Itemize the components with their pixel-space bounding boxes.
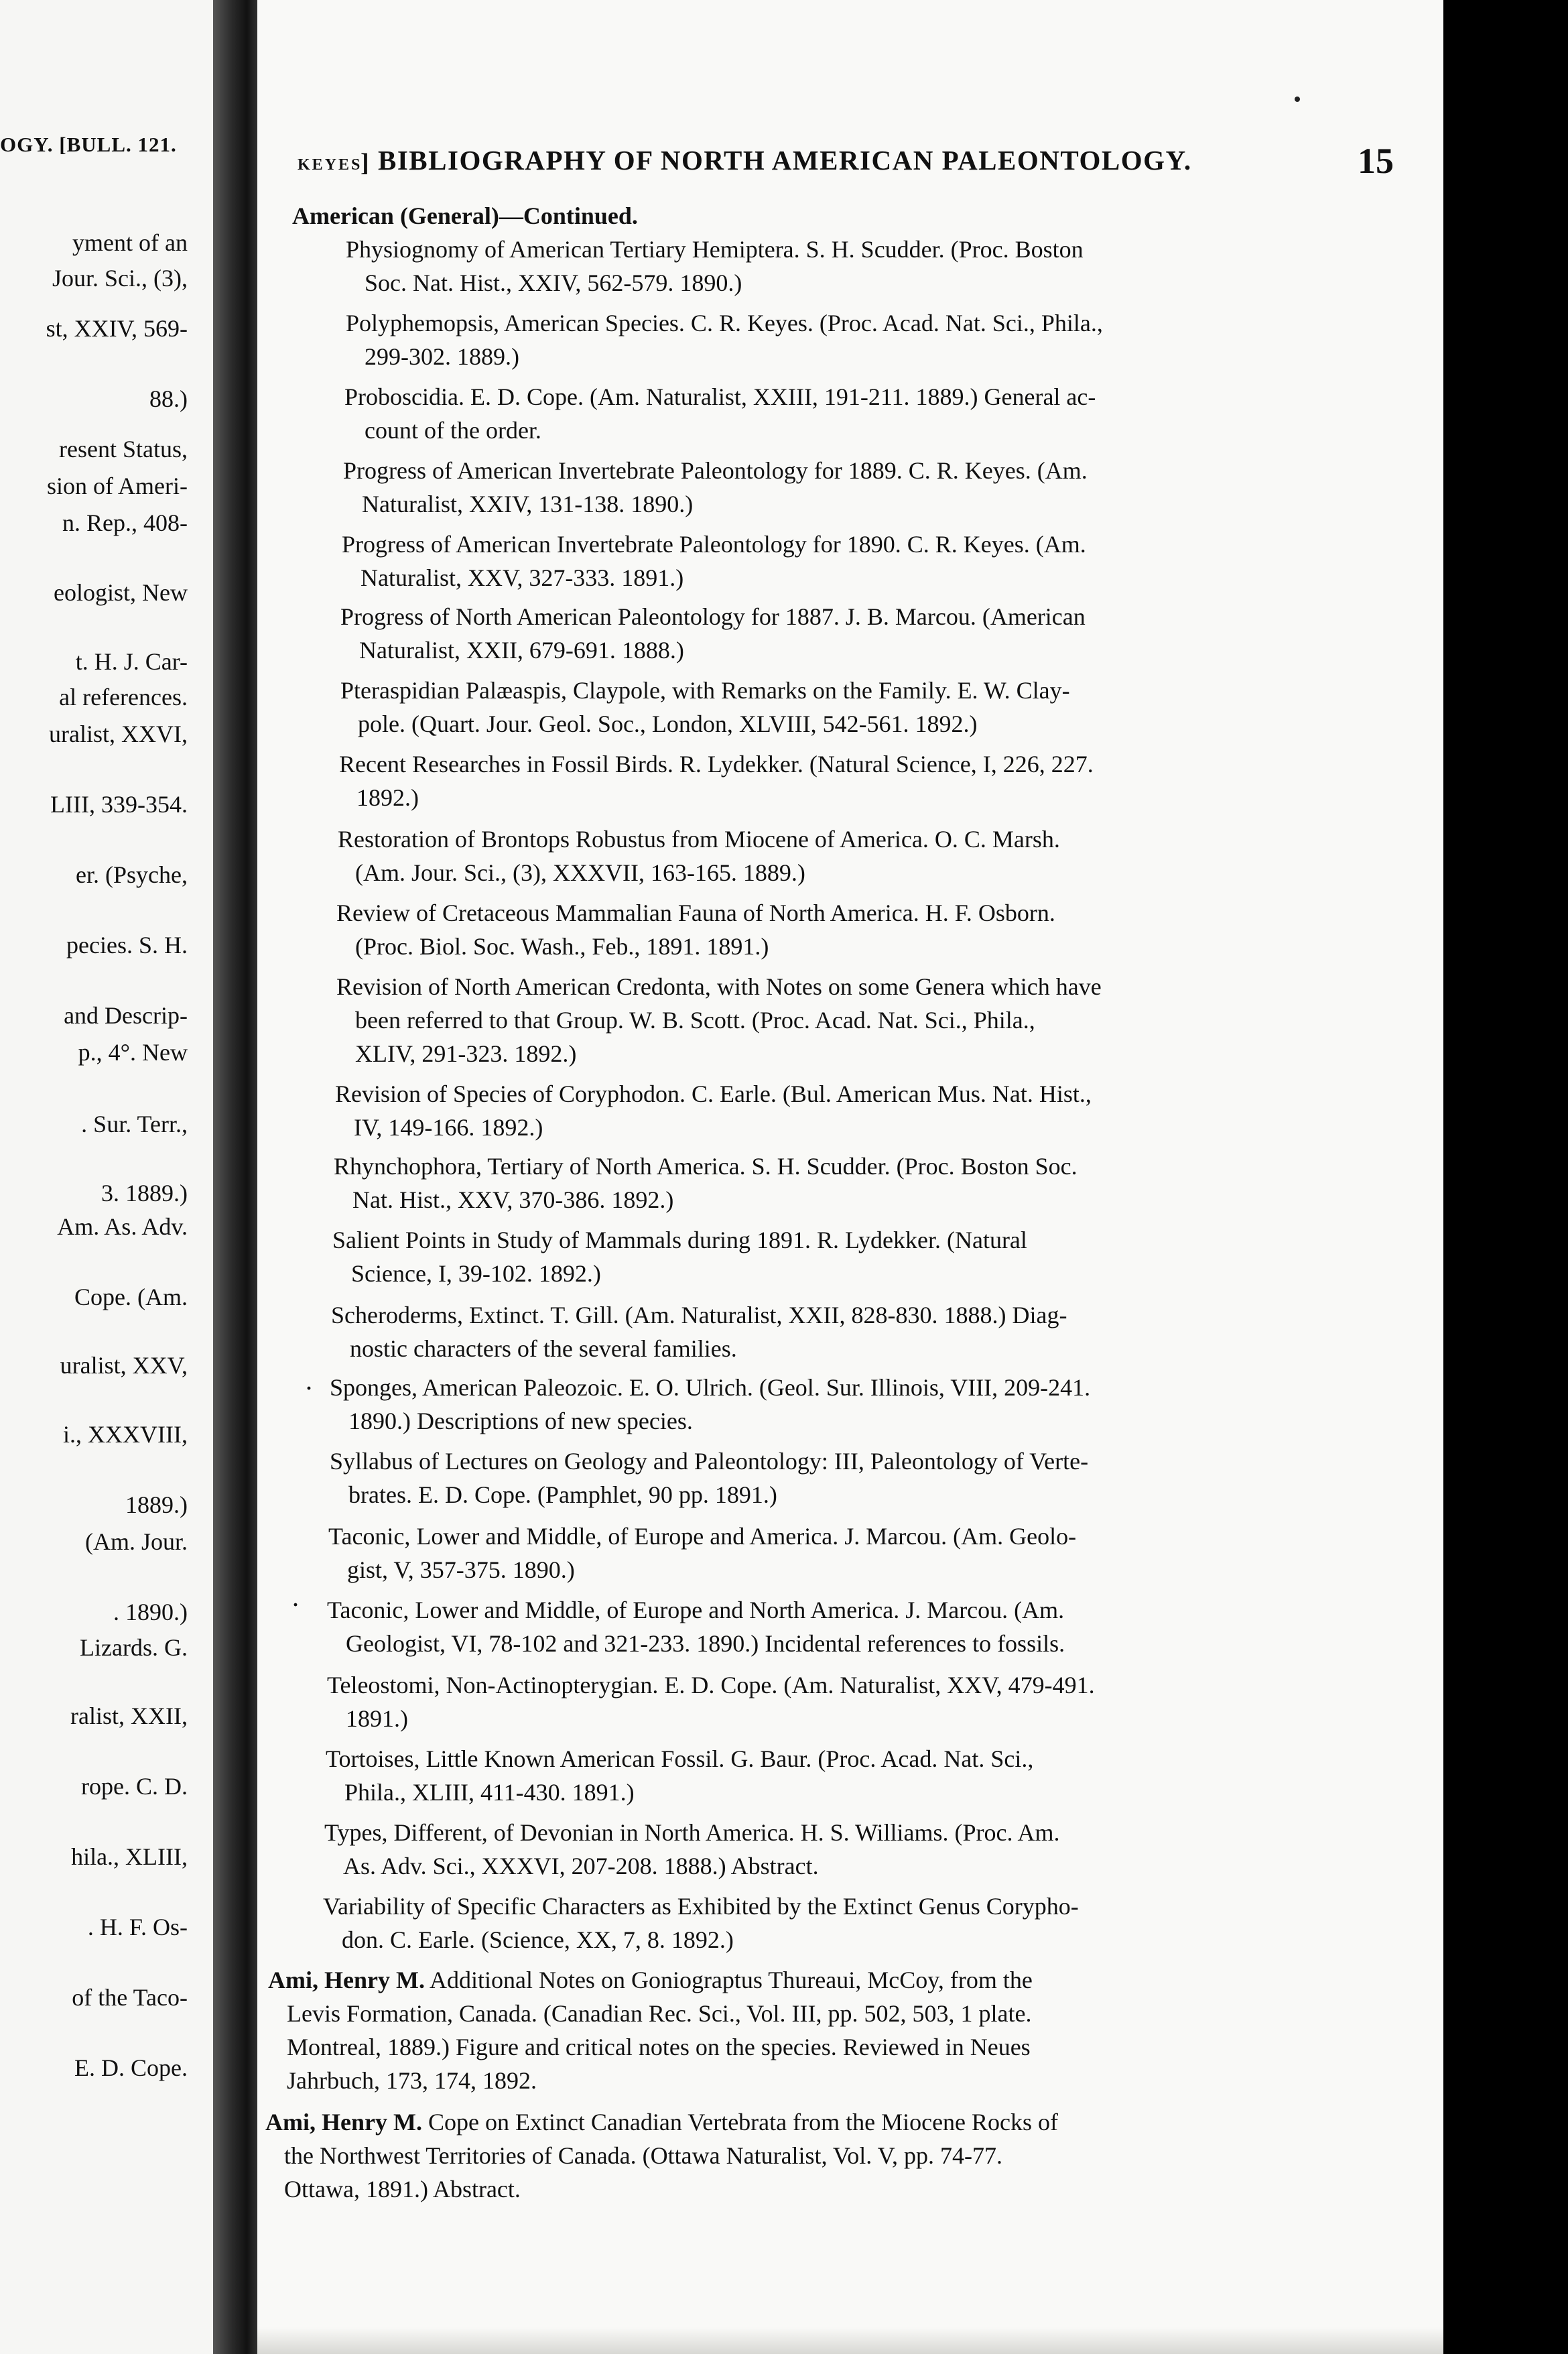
left-text-line: . H. F. Os- <box>87 1914 188 1940</box>
left-text-line: eologist, New <box>54 579 188 606</box>
entry-line: been referred to that Group. W. B. Scott. (Proc. Acad. Nat. Sci., Phila., <box>355 1007 1035 1034</box>
left-text-line: E. D. Cope. <box>74 2054 188 2081</box>
left-text-line: i., XXXVIII, <box>63 1421 188 1448</box>
entry-line: Montreal, 1889.) Figure and critical notes on the species. Reviewed in Neues <box>287 2034 1031 2060</box>
left-text-line: Jour. Sci., (3), <box>52 265 188 292</box>
entry-line: Polyphemopsis, American Species. C. R. Keyes. (Proc. Acad. Nat. Sci., Phila., <box>346 310 1103 336</box>
entry-line: Scheroderms, Extinct. T. Gill. (Am. Naturalist, XXII, 828-830. 1888.) Diag- <box>331 1302 1067 1328</box>
left-text-line: of the Taco- <box>72 1984 188 2011</box>
entry-line: Naturalist, XXV, 327-333. 1891.) <box>361 564 684 591</box>
entry-line: XLIV, 291-323. 1892.) <box>355 1040 577 1067</box>
entry-line: count of the order. <box>365 417 541 444</box>
left-text-line: uralist, XXVI, <box>49 721 188 747</box>
entry-line: pole. (Quart. Jour. Geol. Soc., London, XLVIII, 542-561. 1892.) <box>358 710 978 737</box>
left-text-line: pecies. S. H. <box>66 932 188 958</box>
entry-line: Sponges, American Paleozoic. E. O. Ulrich. (Geol. Sur. Illinois, VIII, 209-241. <box>330 1374 1091 1401</box>
entry-line: nostic characters of the several families. <box>350 1335 737 1362</box>
entry-line: Naturalist, XXII, 679-691. 1888.) <box>359 637 684 664</box>
left-text-line: Lizards. G. <box>80 1634 188 1661</box>
book-gutter <box>213 0 261 2354</box>
left-text-line: yment of an <box>72 229 188 256</box>
entry-line: don. C. Earle. (Science, XX, 7, 8. 1892.) <box>342 1926 734 1953</box>
left-text-line: rope. C. D. <box>81 1773 188 1800</box>
entry-line: Tortoises, Little Known American Fossil. G. Baur. (Proc. Acad. Nat. Sci., <box>326 1745 1034 1772</box>
left-text-line: ralist, XXII, <box>70 1702 188 1729</box>
left-text-line: uralist, XXV, <box>60 1352 188 1379</box>
entry-line: Ottawa, 1891.) Abstract. <box>284 2176 521 2203</box>
entry-line: Levis Formation, Canada. (Canadian Rec. Sci., Vol. III, pp. 502, 503, 1 plate. <box>287 2000 1032 2027</box>
entry-line: Phila., XLIII, 411-430. 1891.) <box>344 1779 635 1806</box>
author-name: Ami, Henry M. <box>265 2109 422 2135</box>
entry-line: Rhynchophora, Tertiary of North America. S. H. Scudder. (Proc. Boston Soc. <box>334 1153 1077 1180</box>
left-text-line: p., 4°. New <box>78 1039 188 1066</box>
left-text-line: LIII, 339-354. <box>50 791 188 818</box>
entry-line: Physiognomy of American Tertiary Hemiptera. S. H. Scudder. (Proc. Boston <box>346 236 1084 263</box>
entry-line: Ami, Henry M. Cope on Extinct Canadian Vertebrata from the Miocene Rocks of <box>265 2109 1059 2135</box>
entry-line: Progress of American Invertebrate Paleontology for 1890. C. R. Keyes. (Am. <box>342 531 1086 558</box>
entry-line: IV, 149-166. 1892.) <box>354 1114 543 1141</box>
entry-line: Review of Cretaceous Mammalian Fauna of North America. H. F. Osborn. <box>336 900 1055 926</box>
entry-line: 1890.) Descriptions of new species. <box>348 1408 693 1434</box>
entry-line: Proboscidia. E. D. Cope. (Am. Naturalist, XXIII, 191-211. 1889.) General ac- <box>344 383 1096 410</box>
entry-line: Science, I, 39-102. 1892.) <box>351 1260 601 1287</box>
left-text-line: . 1890.) <box>113 1599 188 1625</box>
entry-line: Progress of North American Paleontology for 1887. J. B. Marcou. (American <box>340 603 1086 630</box>
left-text-line: sion of Ameri- <box>47 473 188 499</box>
left-text-line: and Descrip- <box>64 1002 188 1029</box>
running-author: KEYES <box>298 156 363 174</box>
entry-line: (Am. Jour. Sci., (3), XXXVII, 163-165. 1889.) <box>355 859 805 886</box>
entry-line: Nat. Hist., XXV, 370-386. 1892.) <box>352 1186 674 1213</box>
left-text-line: Am. As. Adv. <box>57 1213 188 1240</box>
left-text-line: hila., XLIII, <box>71 1843 188 1870</box>
left-text-line: er. (Psyche, <box>76 861 188 888</box>
left-text-line: Cope. (Am. <box>74 1284 188 1310</box>
entry-line: 299-302. 1889.) <box>365 343 519 370</box>
entry-line: 1892.) <box>356 784 419 811</box>
entry-line: Types, Different, of Devonian in North America. H. S. Williams. (Proc. Am. <box>324 1819 1060 1846</box>
page-number: 15 <box>1358 141 1394 181</box>
left-text-line: 1889.) <box>125 1491 188 1518</box>
section-subheading: American (General)—Continued. <box>292 202 638 229</box>
ink-dot <box>1295 97 1300 102</box>
entry-line: gist, V, 357-375. 1890.) <box>347 1556 575 1583</box>
entry-line: Recent Researches in Fossil Birds. R. Lydekker. (Natural Science, I, 226, 227. <box>339 751 1094 778</box>
author-name: Ami, Henry M. <box>268 1967 425 1993</box>
margin-mark: · <box>292 1594 300 1616</box>
entry-line: 1891.) <box>346 1705 408 1732</box>
entry-line: As. Adv. Sci., XXXVI, 207-208. 1888.) Abstract. <box>343 1853 819 1879</box>
entry-line: Jahrbuch, 173, 174, 1892. <box>287 2067 537 2094</box>
left-text-line: st, XXIV, 569- <box>46 315 188 342</box>
running-header <box>298 141 1403 184</box>
entry-line: Naturalist, XXIV, 131-138. 1890.) <box>362 491 694 517</box>
left-text-line: 3. 1889.) <box>101 1180 188 1206</box>
entry-line: Syllabus of Lectures on Geology and Paleontology: III, Paleontology of Verte- <box>330 1448 1089 1475</box>
page-bottom-edge <box>257 2327 1443 2354</box>
entry-line: Restoration of Brontops Robustus from Miocene of America. O. C. Marsh. <box>338 826 1060 853</box>
left-page-fragment <box>0 0 213 2354</box>
left-text-line: 88.) <box>149 385 188 412</box>
left-text-line: resent Status, <box>59 436 188 462</box>
entry-line: Pteraspidian Palæaspis, Claypole, with Remarks on the Family. E. W. Clay- <box>340 677 1070 704</box>
running-bracket: ] <box>361 149 369 177</box>
entry-line: the Northwest Territories of Canada. (Ottawa Naturalist, Vol. V, pp. 74-77. <box>284 2142 1002 2169</box>
entry-line: Revision of Species of Coryphodon. C. Earle. (Bul. American Mus. Nat. Hist., <box>335 1080 1092 1107</box>
left-running-header: OGY. [BULL. 121. <box>0 133 177 156</box>
entry-line: Ami, Henry M. Additional Notes on Goniograptus Thureaui, McCoy, from the <box>268 1967 1033 1993</box>
left-text-line: t. H. J. Car- <box>75 648 188 675</box>
right-page <box>257 0 1443 2354</box>
left-text-line: (Am. Jour. <box>85 1528 188 1555</box>
left-text-line: al references. <box>59 684 188 710</box>
entry-line: Taconic, Lower and Middle, of Europe and America. J. Marcou. (Am. Geolo- <box>328 1523 1077 1550</box>
entry-line: Geologist, VI, 78-102 and 321-233. 1890.) Incidental references to fossils. <box>346 1630 1065 1657</box>
entry-line: Taconic, Lower and Middle, of Europe and North America. J. Marcou. (Am. <box>327 1597 1065 1623</box>
entry-line: Variability of Specific Characters as Exhibited by the Extinct Genus Corypho- <box>323 1893 1079 1920</box>
entry-line: Teleostomi, Non-Actinopterygian. E. D. Cope. (Am. Naturalist, XXV, 479-491. <box>327 1672 1095 1698</box>
left-text-line: . Sur. Terr., <box>81 1111 188 1137</box>
entry-line: Salient Points in Study of Mammals during 1891. R. Lydekker. (Natural <box>332 1227 1027 1253</box>
entry-line: Soc. Nat. Hist., XXIV, 562-579. 1890.) <box>365 269 742 296</box>
entry-line: brates. E. D. Cope. (Pamphlet, 90 pp. 1891.) <box>348 1481 777 1508</box>
running-title: BIBLIOGRAPHY OF NORTH AMERICAN PALEONTOLOGY. <box>378 145 1192 176</box>
left-text-line: n. Rep., 408- <box>62 509 188 536</box>
margin-mark: · <box>306 1377 313 1400</box>
entry-line: (Proc. Biol. Soc. Wash., Feb., 1891. 1891.) <box>355 933 769 960</box>
entry-line: Progress of American Invertebrate Paleontology for 1889. C. R. Keyes. (Am. <box>343 457 1088 484</box>
entry-line: Revision of North American Credonta, with Notes on some Genera which have <box>336 973 1102 1000</box>
